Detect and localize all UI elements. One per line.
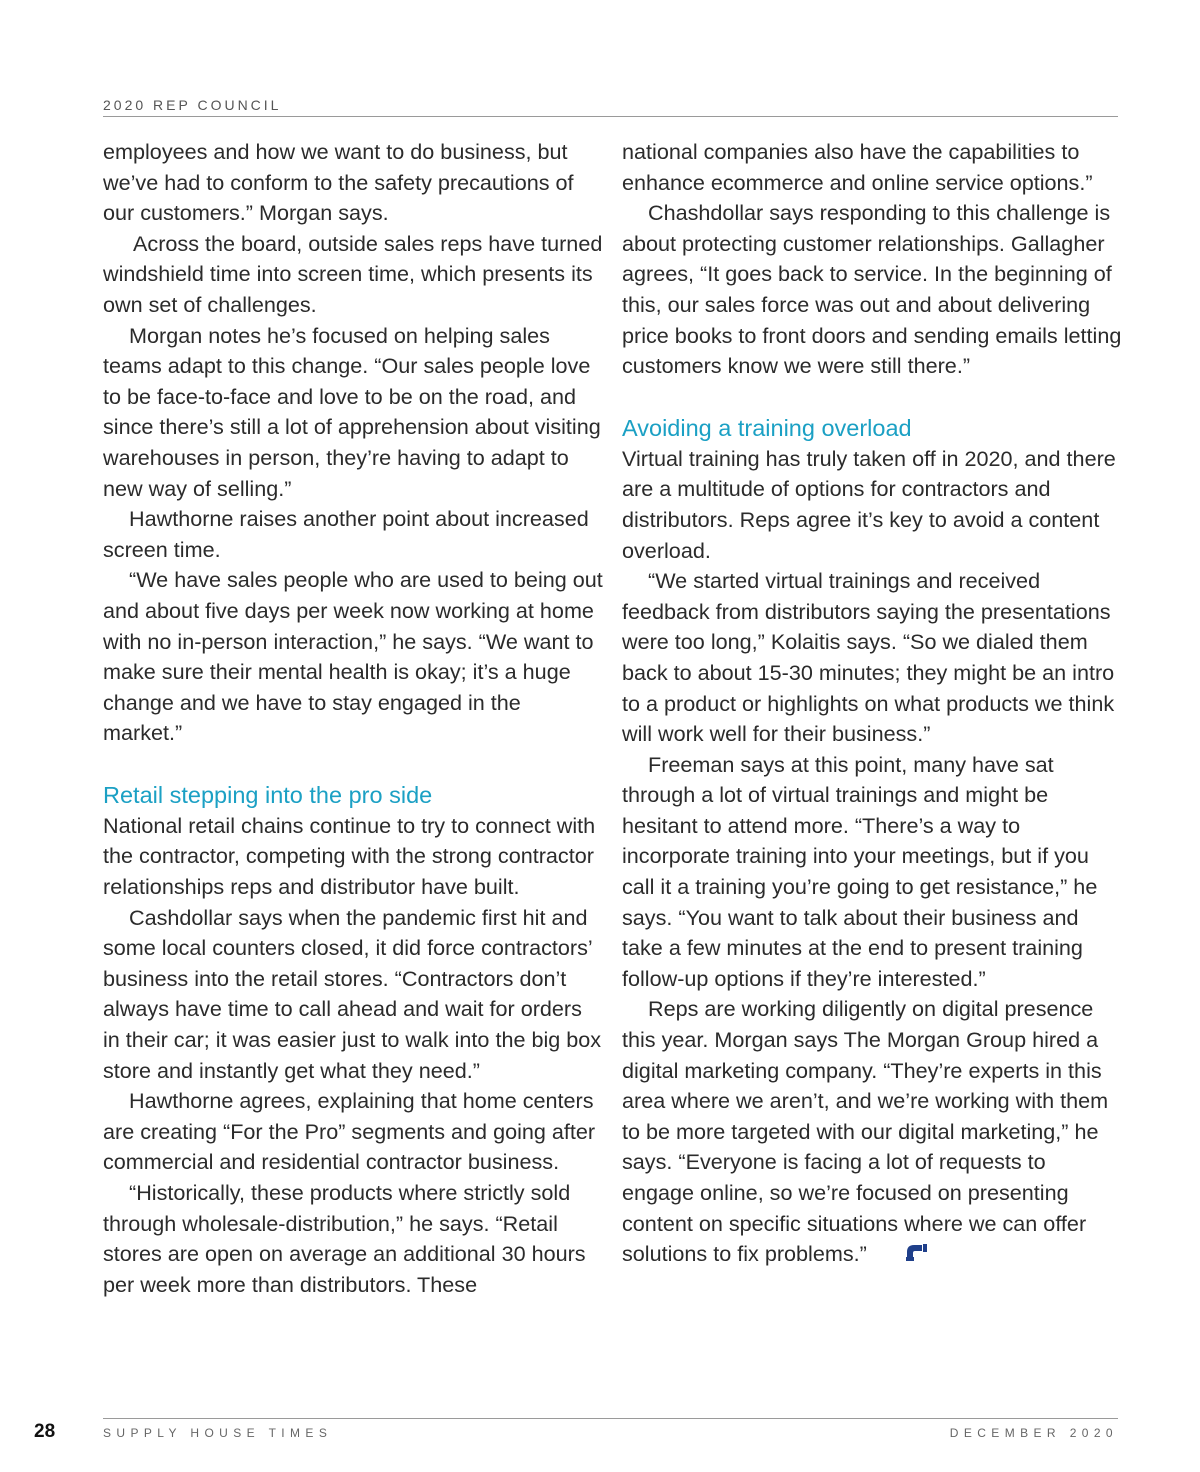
bottom-divider: [103, 1418, 1118, 1419]
paragraph: Freeman says at this point, many have sat through a lot of virtual trainings and might be hesitant to attend more. “There’s a way to incorporate training into your meetings, but if you call it a training you’re going to get resistance,” he says. “You want to talk about their business and take a few minutes at the end to present training follow-up options if they’re interested.”: [622, 751, 1098, 991]
paragraph: Chashdollar says responding to this challenge is about protecting customer relationships. Gallagher agrees, “It goes back to service. In the beginning of this, our sales force was out and about delivering price books to front doors and sending emails letting customers know we were still there.”: [622, 200, 1122, 379]
paragraph: “We started virtual trainings and received feedback from distributors saying the presentations were too long,” Kolaitis says. “So we dialed them back to about 15-30 minutes; they might be an intro to a product or highlights on what products we think will work well for their business.”: [622, 568, 1115, 747]
paragraph: Virtual training has truly taken off in 2020, and there are a multitude of options for contractors and distributors. Reps agree it’s key to avoid a content overload.: [622, 445, 1116, 563]
paragraph: Across the board, outside sales reps have turned windshield time into screen time, which presents its own set of challenges.: [103, 230, 603, 317]
paragraph: national companies also have the capabilities to enhance ecommerce and online service options.”: [622, 139, 1093, 195]
paragraph: Hawthorne raises another point about increased screen time.: [103, 506, 589, 562]
publication-name: SUPPLY HOUSE TIMES: [103, 1426, 333, 1440]
issue-date: DECEMBER 2020: [949, 1426, 1118, 1440]
section-heading: Retail stepping into the pro side: [103, 781, 433, 808]
page-number: 28: [34, 1421, 56, 1442]
section-heading: Avoiding a training overload: [622, 414, 912, 441]
top-divider: [103, 116, 1118, 117]
paragraph: [622, 994, 1122, 1270]
paragraph: National retail chains continue to try to connect with the contractor, competing with the strong contractor relationships reps and distributor have built.: [103, 812, 596, 900]
paragraph-text: Reps are working diligently on digital presence this year. Morgan says The Morgan Group hired a digital marketing company. “They’re experts in this area where we aren’t, and we’re working with them to be more targeted with our digital marketing,” he says. “Everyone is facing a lot of requests to engage online, so we’re focused on presenting content on specific situations where we can offer solutions to fix problems.”: [622, 996, 1109, 1267]
pipe-elbow-icon: [879, 1240, 929, 1271]
paragraph: Morgan notes he’s focused on helping sales teams adapt to this change. “Our sales people love to be face-to-face and love to be on the road, and since there’s still a lot of apprehension about visiting warehouses in person, they’re having to adapt to new way of selling.”: [103, 322, 601, 501]
paragraph: “We have sales people who are used to being out and about five days per week now working at home with no in-person interaction,” he says. “We want to make sure their mental health is okay; it’s a huge change and we have to stay engaged in the market.”: [103, 567, 603, 746]
left-column: [103, 137, 603, 1300]
paragraph: Hawthorne agrees, explaining that home centers are creating “For the Pro” segments and going after commercial and residential contractor business.: [103, 1088, 596, 1175]
paragraph: employees and how we want to do business, but we’ve had to conform to the safety precautions of our customers.” Morgan says.: [103, 139, 574, 226]
right-column: [622, 137, 1122, 1271]
paragraph: “Historically, these products where strictly sold through wholesale-distribution,” he says. “Retail stores are open on average an additional 30 hours per week more than distributors. These: [103, 1180, 586, 1297]
paragraph: Cashdollar says when the pandemic first hit and some local counters closed, it did force contractors’ business into the retail stores. “Contractors don’t always have time to call ahead and wait for orders in their car; it was easier just to walk into the big box store and instantly get what they need.”: [103, 904, 602, 1083]
section-label: 2020 REP COUNCIL: [103, 97, 282, 113]
